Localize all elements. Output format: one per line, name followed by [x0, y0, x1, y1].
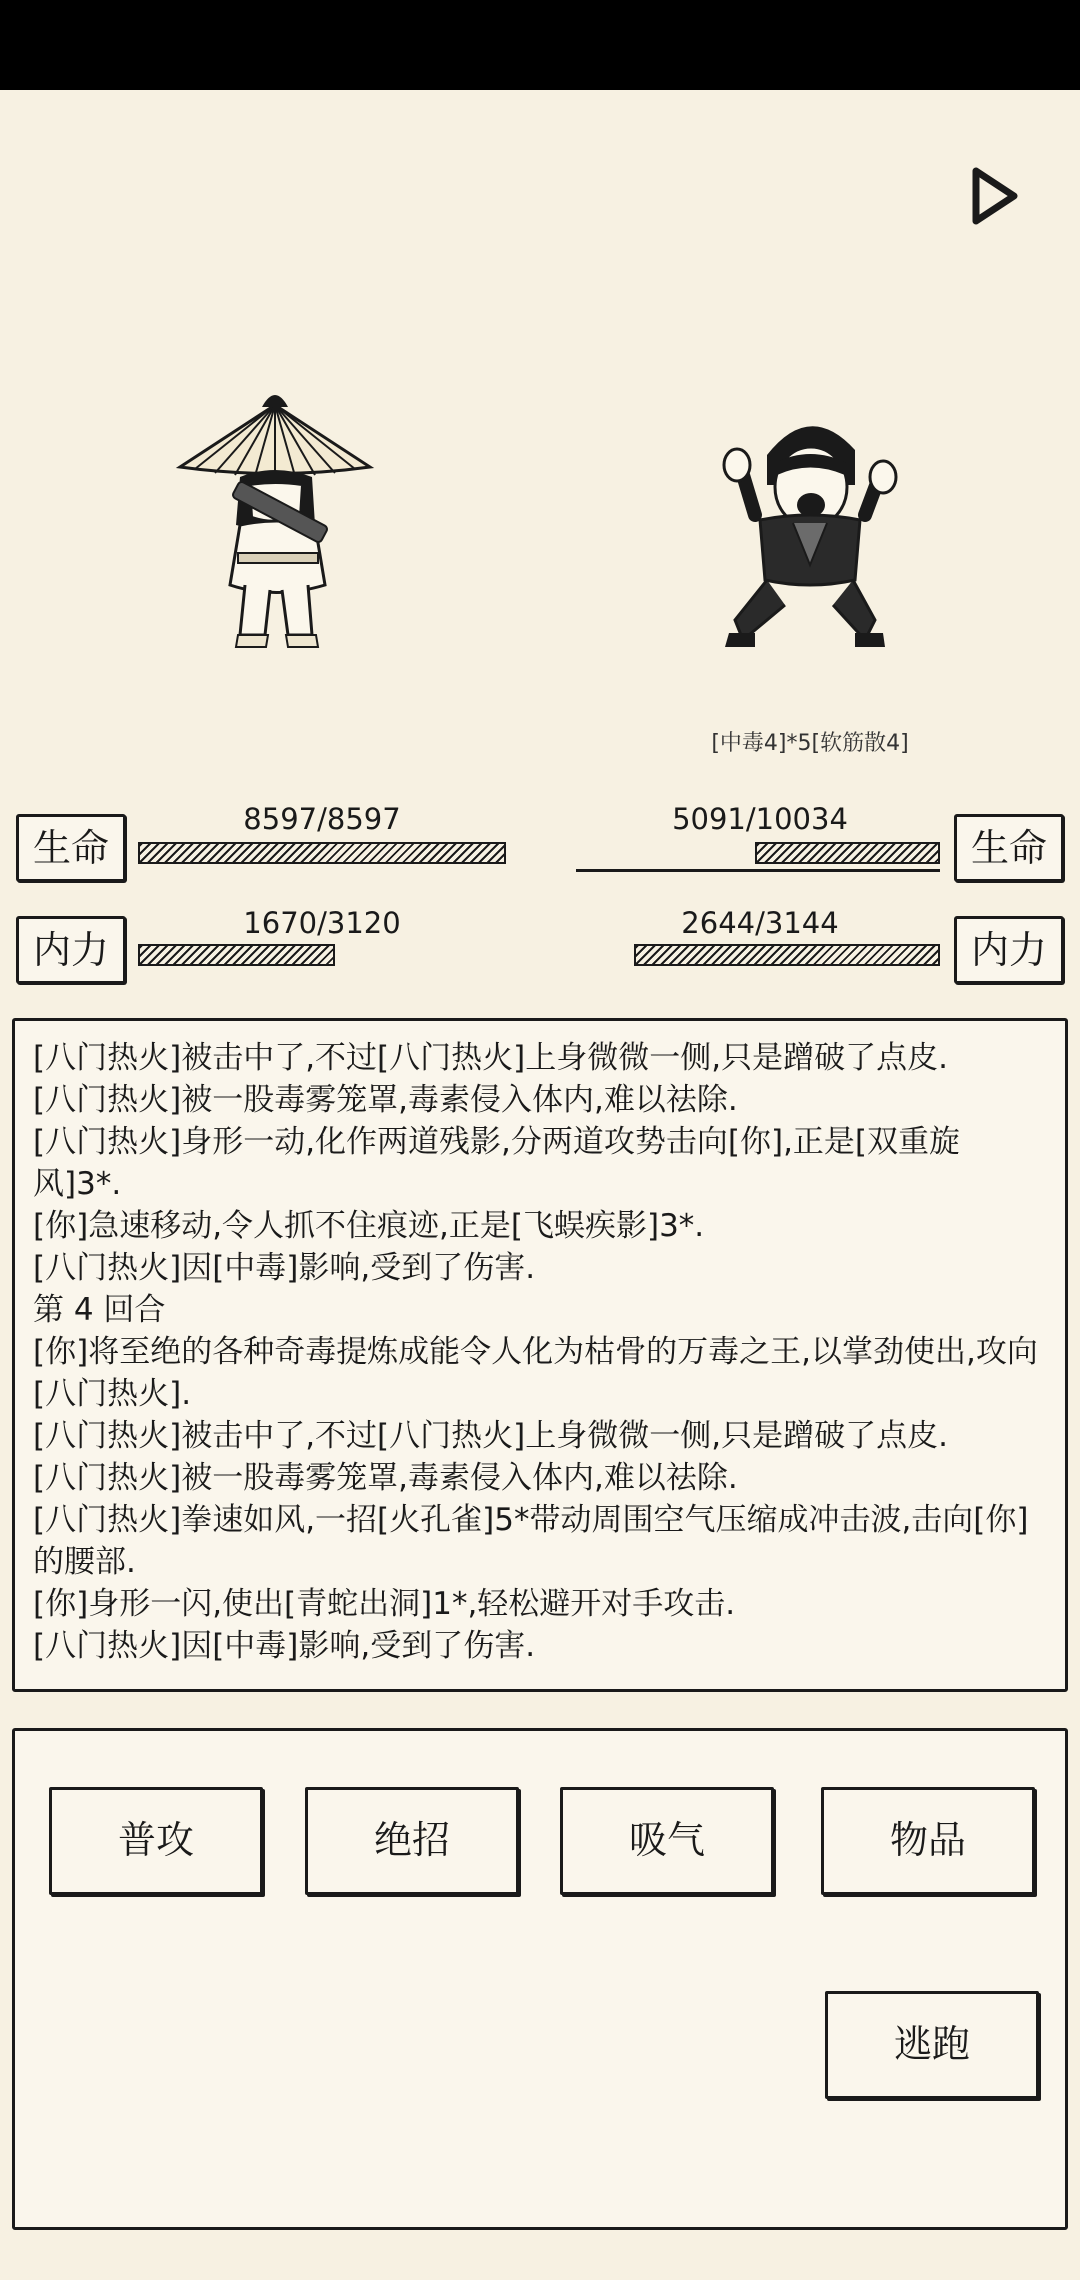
enemy-hp-label: 生命 [954, 814, 1064, 882]
breathe-button[interactable]: 吸气 [560, 1787, 774, 1895]
enemy-mp-bar [576, 944, 940, 966]
player-mp-fill [138, 944, 335, 966]
player-mp-bar [138, 944, 506, 966]
log-line: [八门热火]被一股毒雾笼罩,毒素侵入体内,难以祛除. [33, 1460, 738, 1496]
player-hp-label: 生命 [16, 814, 126, 882]
hero-character [170, 385, 390, 665]
enemy-hp-bar [576, 842, 940, 864]
player-mp-value: 1670/3120 [243, 906, 401, 940]
enemy-mp-fill [634, 944, 940, 966]
log-line: [八门热火]被一股毒雾笼罩,毒素侵入体内,难以祛除. [33, 1082, 738, 1118]
enemy-hp-value: 5091/10034 [672, 802, 848, 836]
enemy-hp-fill [755, 842, 940, 864]
enemy-mp-value: 2644/3144 [681, 906, 839, 940]
log-line: [你]将至绝的各种奇毒提炼成能令人化为枯骨的万毒之王,以掌劲使出,攻向[八门热火]. [33, 1334, 1038, 1412]
log-line: [八门热火]拳速如风,一招[火孔雀]5*带动周围空气压缩成冲击波,击向[你]的腰部. [33, 1502, 1029, 1580]
log-line: [你]急速移动,令人抓不住痕迹,正是[飞蜈疾影]3*. [33, 1208, 705, 1244]
enemy-character [715, 405, 905, 655]
attack-button[interactable]: 普攻 [49, 1787, 263, 1895]
player-hp-bar [138, 842, 506, 864]
enemy-status-effects: [中毒4]*5[软筋散4] [711, 731, 909, 756]
battle-log[interactable] [12, 1018, 1068, 1692]
flee-button[interactable]: 逃跑 [825, 1991, 1039, 2099]
log-line: 第 4 回合 [33, 1292, 166, 1328]
log-line: [八门热火]身形一动,化作两道残影,分两道攻势击向[你],正是[双重旋风]3*. [33, 1124, 961, 1202]
battle-log-content [33, 1037, 1047, 1667]
player-hp-fill [138, 842, 506, 864]
play-icon[interactable] [968, 165, 1024, 227]
ultimate-button[interactable]: 绝招 [305, 1787, 519, 1895]
player-hp-value: 8597/8597 [243, 802, 401, 836]
action-panel [12, 1728, 1068, 2230]
enemy-mp-label: 内力 [954, 916, 1064, 984]
player-mp-label: 内力 [16, 916, 126, 984]
log-line: [八门热火]被击中了,不过[八门热火]上身微微一侧,只是蹭破了点皮. [33, 1418, 948, 1454]
log-line: [八门热火]被击中了,不过[八门热火]上身微微一侧,只是蹭破了点皮. [33, 1040, 948, 1076]
status-bar [0, 0, 1080, 90]
log-line: [你]身形一闪,使出[青蛇出洞]1*,轻松避开对手攻击. [33, 1586, 736, 1622]
enemy-hp-track [576, 869, 940, 872]
log-line: [八门热火]因[中毒]影响,受到了伤害. [33, 1250, 536, 1286]
log-line: [八门热火]因[中毒]影响,受到了伤害. [33, 1628, 536, 1664]
items-button[interactable]: 物品 [821, 1787, 1035, 1895]
